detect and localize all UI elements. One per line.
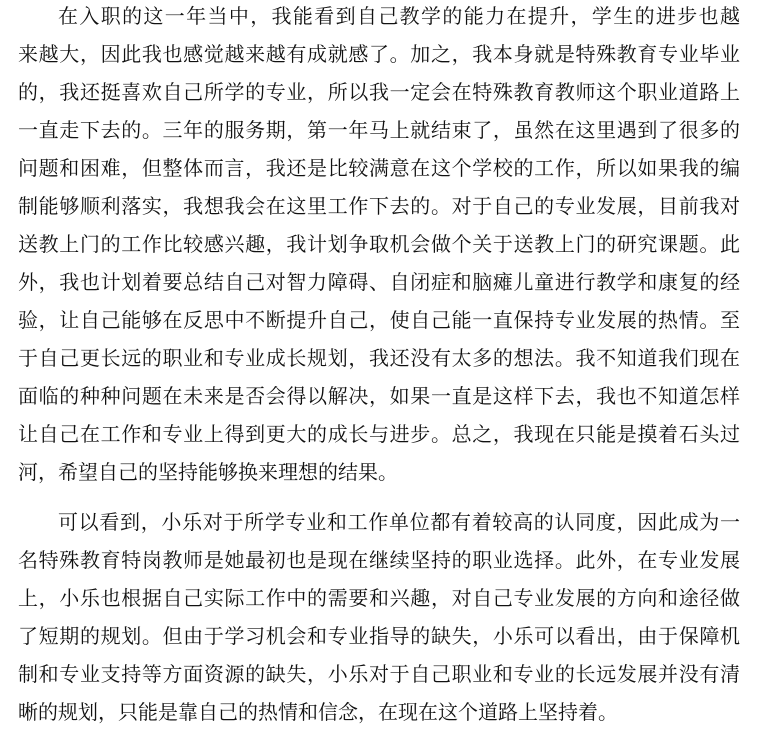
body-line: 名特殊教育特岗教师是她最初也是现在继续坚持的职业选择。此外，在专业发展 bbox=[18, 548, 740, 572]
quote-line: 于自己更长远的职业和专业成长规划，我还没有太多的想法。我不知道我们现在 bbox=[18, 346, 740, 370]
quote-line: 验，让自己能够在反思中不断提升自己，使自己能一直保持专业发展的热情。至 bbox=[18, 308, 740, 332]
body-line: 了短期的规划。但由于学习机会和专业指导的缺失，小乐可以看出，由于保障机 bbox=[18, 624, 740, 648]
quote-line: 来越大，因此我也感觉越来越有成就感了。加之，我本身就是特殊教育专业毕业 bbox=[18, 42, 740, 66]
body-line: 上，小乐也根据自己实际工作中的需要和兴趣，对自己专业发展的方向和途径做 bbox=[18, 586, 740, 610]
quote-line: 送教上门的工作比较感兴趣，我计划争取机会做个关于送教上门的研究课题。此 bbox=[18, 232, 740, 256]
quote-line: 的，我还挺喜欢自己所学的专业，所以我一定会在特殊教育教师这个职业道路上 bbox=[18, 80, 740, 104]
body-line: 制和专业支持等方面资源的缺失，小乐对于自己职业和专业的长远发展并没有清 bbox=[18, 662, 740, 686]
quote-line: 河，希望自己的坚持能够换来理想的结果。 bbox=[18, 460, 398, 484]
body-line: 可以看到，小乐对于所学专业和工作单位都有着较高的认同度，因此成为一 bbox=[58, 510, 740, 534]
body-line: 晰的规划，只能是靠自己的热情和信念，在现在这个道路上坚持着。 bbox=[18, 700, 618, 724]
quote-line: 面临的种种问题在未来是否会得以解决，如果一直是这样下去，我也不知道怎样 bbox=[18, 384, 740, 408]
quote-line: 让自己在工作和专业上得到更大的成长与进步。总之，我现在只能是摸着石头过 bbox=[18, 422, 740, 446]
quote-line: 问题和困难，但整体而言，我还是比较满意在这个学校的工作，所以如果我的编 bbox=[18, 156, 740, 180]
quote-line: 一直走下去的。三年的服务期，第一年马上就结束了，虽然在这里遇到了很多的 bbox=[18, 118, 740, 142]
quote-line: 制能够顺利落实，我想我会在这里工作下去的。对于自己的专业发展，目前我对 bbox=[18, 194, 740, 218]
quote-line: 在入职的这一年当中，我能看到自己教学的能力在提升，学生的进步也越 bbox=[58, 4, 740, 28]
quote-line: 外，我也计划着要总结自己对智力障碍、自闭症和脑瘫儿童进行教学和康复的经 bbox=[18, 270, 740, 294]
